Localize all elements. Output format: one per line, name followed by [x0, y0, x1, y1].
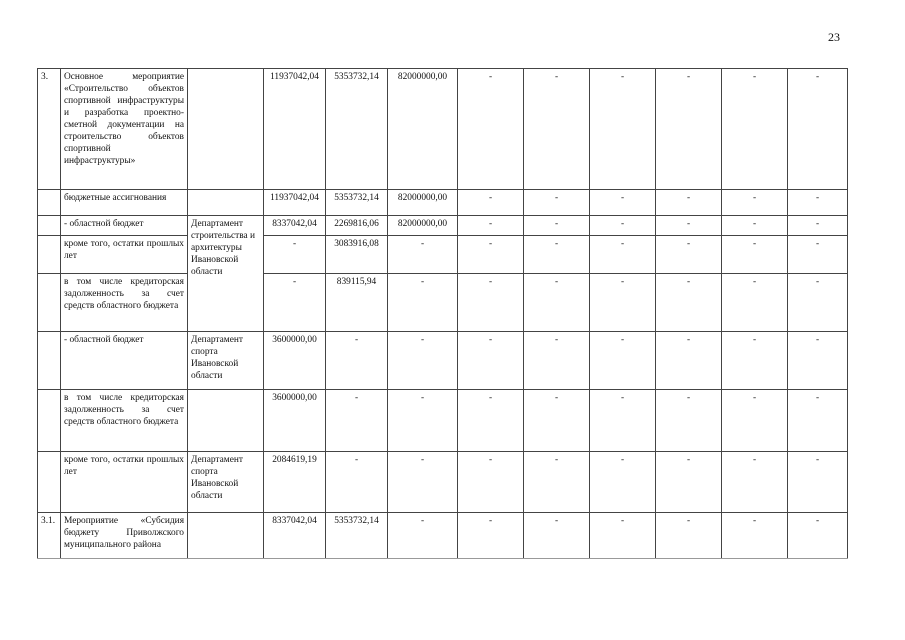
- value-cell: -: [788, 190, 848, 216]
- value-cell: -: [656, 513, 722, 559]
- value-cell: -: [524, 216, 590, 236]
- value-cell: -: [458, 513, 524, 559]
- value-cell: -: [722, 390, 788, 452]
- value-cell: 11937042,04: [264, 69, 326, 190]
- table-row: [38, 332, 848, 390]
- table-row: [38, 513, 848, 559]
- value-cell: -: [788, 216, 848, 236]
- value-cell: -: [656, 452, 722, 513]
- value-cell: -: [788, 332, 848, 390]
- row-description: Основное мероприятие «Строительство объектов спортивной инфраструктуры и разработка проектно-сметной документации на строительство объектов спортивной инфраструктуры»: [61, 69, 188, 190]
- value-cell: -: [656, 69, 722, 190]
- row-description: кроме того, остатки прошлых лет: [61, 236, 188, 274]
- row-number: 3.1.: [38, 513, 61, 559]
- value-cell: -: [388, 513, 458, 559]
- value-cell: -: [722, 216, 788, 236]
- value-cell: -: [722, 69, 788, 190]
- value-cell: 82000000,00: [388, 216, 458, 236]
- value-cell: -: [788, 69, 848, 190]
- value-cell: -: [458, 236, 524, 274]
- row-number: [38, 452, 61, 513]
- value-cell: 839115,94: [326, 274, 388, 332]
- value-cell: -: [590, 190, 656, 216]
- table-row: [38, 452, 848, 513]
- page-number: 23: [828, 30, 840, 44]
- value-cell: -: [458, 190, 524, 216]
- row-department: Департамент строительства и архитектуры Ивановской области: [188, 216, 264, 332]
- value-cell: -: [722, 513, 788, 559]
- value-cell: -: [388, 274, 458, 332]
- row-description: Мероприятие «Субсидия бюджету Приволжского муниципального района: [61, 513, 188, 559]
- row-department: [188, 190, 264, 216]
- value-cell: -: [590, 452, 656, 513]
- row-number: [38, 190, 61, 216]
- value-cell: 2269816,06: [326, 216, 388, 236]
- value-cell: 3083916,08: [326, 236, 388, 274]
- value-cell: -: [788, 236, 848, 274]
- row-department: [188, 513, 264, 559]
- value-cell: -: [524, 274, 590, 332]
- value-cell: -: [722, 452, 788, 513]
- row-number: [38, 274, 61, 332]
- value-cell: -: [326, 390, 388, 452]
- value-cell: 82000000,00: [388, 190, 458, 216]
- value-cell: 3600000,00: [264, 332, 326, 390]
- value-cell: -: [656, 274, 722, 332]
- value-cell: 5353732,14: [326, 190, 388, 216]
- row-number: [38, 236, 61, 274]
- value-cell: 5353732,14: [326, 513, 388, 559]
- row-number: [38, 390, 61, 452]
- value-cell: -: [264, 274, 326, 332]
- row-description: в том числе кредиторская задолженность за счет средств областного бюджета: [61, 390, 188, 452]
- value-cell: 8337042,04: [264, 513, 326, 559]
- budget-table: [37, 68, 848, 559]
- value-cell: -: [524, 236, 590, 274]
- value-cell: -: [388, 236, 458, 274]
- value-cell: -: [524, 452, 590, 513]
- value-cell: 2084619,19: [264, 452, 326, 513]
- value-cell: -: [264, 236, 326, 274]
- value-cell: -: [590, 332, 656, 390]
- value-cell: -: [458, 69, 524, 190]
- value-cell: -: [524, 190, 590, 216]
- value-cell: -: [722, 274, 788, 332]
- value-cell: -: [656, 236, 722, 274]
- value-cell: -: [458, 452, 524, 513]
- table-row: [38, 216, 848, 236]
- value-cell: -: [524, 513, 590, 559]
- row-description: - областной бюджет: [61, 332, 188, 390]
- row-department: Департамент спорта Ивановской области: [188, 452, 264, 513]
- row-number: 3.: [38, 69, 61, 190]
- table-row: [38, 390, 848, 452]
- row-description: бюджетные ассигнования: [61, 190, 188, 216]
- value-cell: -: [656, 216, 722, 236]
- value-cell: -: [458, 216, 524, 236]
- value-cell: -: [656, 332, 722, 390]
- row-department: Департамент спорта Ивановской области: [188, 332, 264, 390]
- value-cell: -: [326, 452, 388, 513]
- value-cell: 8337042,04: [264, 216, 326, 236]
- value-cell: -: [788, 274, 848, 332]
- table-row: [38, 190, 848, 216]
- value-cell: -: [656, 390, 722, 452]
- value-cell: -: [326, 332, 388, 390]
- value-cell: -: [524, 390, 590, 452]
- value-cell: 5353732,14: [326, 69, 388, 190]
- value-cell: -: [590, 236, 656, 274]
- value-cell: -: [388, 390, 458, 452]
- value-cell: -: [722, 190, 788, 216]
- table-row: [38, 274, 848, 332]
- row-number: [38, 332, 61, 390]
- value-cell: -: [788, 452, 848, 513]
- value-cell: -: [788, 390, 848, 452]
- value-cell: -: [590, 513, 656, 559]
- value-cell: -: [590, 274, 656, 332]
- value-cell: -: [722, 332, 788, 390]
- value-cell: -: [722, 236, 788, 274]
- row-department: [188, 69, 264, 190]
- value-cell: -: [458, 390, 524, 452]
- row-number: [38, 216, 61, 236]
- value-cell: -: [590, 216, 656, 236]
- value-cell: -: [458, 332, 524, 390]
- value-cell: 3600000,00: [264, 390, 326, 452]
- row-description: кроме того, остатки прошлых лет: [61, 452, 188, 513]
- row-description: - областной бюджет: [61, 216, 188, 236]
- value-cell: -: [590, 390, 656, 452]
- value-cell: -: [524, 332, 590, 390]
- row-department: [188, 390, 264, 452]
- value-cell: 82000000,00: [388, 69, 458, 190]
- value-cell: 11937042,04: [264, 190, 326, 216]
- row-description: в том числе кредиторская задолженность за счет средств областного бюджета: [61, 274, 188, 332]
- value-cell: -: [788, 513, 848, 559]
- value-cell: -: [656, 190, 722, 216]
- value-cell: -: [458, 274, 524, 332]
- value-cell: -: [590, 69, 656, 190]
- table-row: [38, 236, 848, 274]
- table-row: [38, 69, 848, 190]
- value-cell: -: [388, 452, 458, 513]
- value-cell: -: [524, 69, 590, 190]
- value-cell: -: [388, 332, 458, 390]
